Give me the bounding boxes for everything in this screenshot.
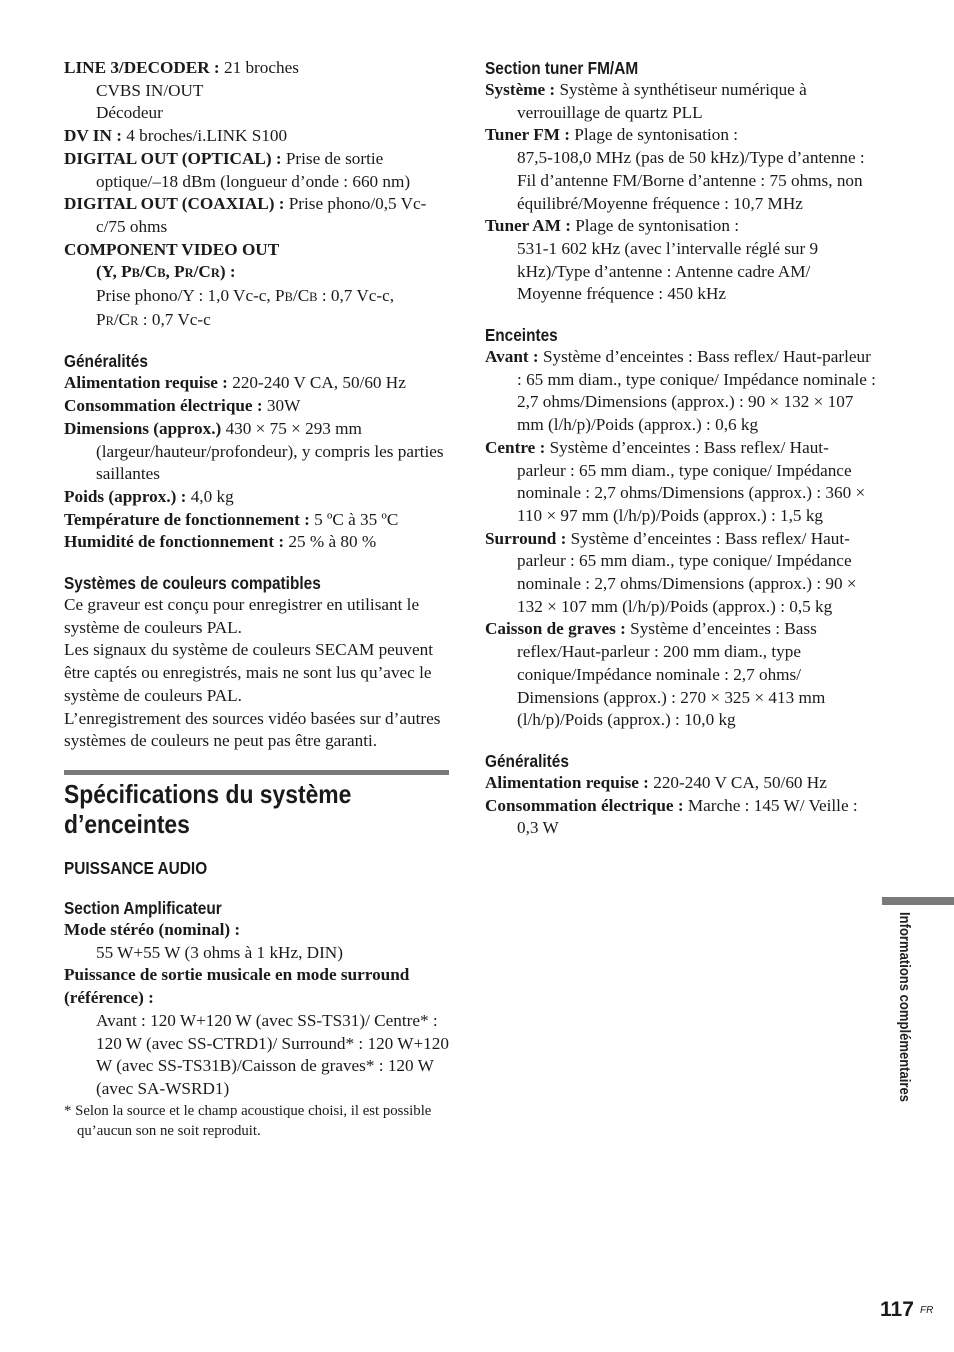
spec-value: 4,0 kg [190,486,234,506]
spec-label: LINE 3/DECODER : [64,58,224,77]
spec-label: Mode stéréo (nominal) : [64,919,241,939]
spec-caisson [485,618,877,732]
text-fragment: (Y, P [96,262,132,282]
spec-tuner-fm [485,124,877,147]
spec-surround [485,528,877,619]
spec-value: Système d’enceintes : Bass reflex/ Haut-parleur : 65 mm diam., type conique/ Impédance nominale : 2,7 ohms/Dimensions (approx.) : 360 × 110 × 97 mm (l/h/p)/Poids (approx.) : 1,5 kg [517,437,866,525]
section-heading-enceintes: Enceintes [485,325,558,346]
spec-component-label [64,239,452,262]
text-fragment: R [210,266,220,281]
spec-value: 25 % à 80 % [288,532,377,552]
spec-tuner-am-details: 531-1 602 kHz (avec l’intervalle réglé sur 9 kHz)/Type d’antenne : Antenne cadre AM/ Moyenne fréquence : 450 kHz [517,238,819,304]
spec-label: DIGITAL OUT (OPTICAL) : [64,148,286,168]
spec-label: Alimentation requise : [64,373,233,393]
spec-stereo-value: 55 W+55 W (3 ohms à 1 kHz, DIN) [96,942,343,962]
text-fragment: /C [292,286,310,306]
spec-temperature [64,509,452,532]
text-fragment: : 0,7 Vc-c [138,309,211,329]
footnote: * Selon la source et le champ acoustique choisi, il est possible qu’aucun son ne soit reproduit. [64,1102,432,1140]
spec-surround-label [64,964,452,1009]
text-fragment: : 0,7 Vc-c, [317,286,395,306]
spec-tuner-am [485,215,877,238]
spec-poids [64,486,452,509]
spec-label: Température de fonctionnement : [64,509,315,529]
spec-value: 430 × 75 × 293 mm (largeur/hauteur/profondeur), y compris les parties saillantes [96,418,444,484]
text-fragment: /C [193,262,211,282]
spec-label: Poids (approx.) : [64,486,191,506]
paragraph: Ce graveur est conçu pour enregistrer en utilisant le système de couleurs PAL. [64,595,420,637]
spec-value: Système d’enceintes : Bass reflex/Haut-parleur : 200 mm diam., type conique/Impédance nominale : 2,7 ohms/ Dimensions (approx.) : 270 × 325 × 413 mm (l/h/p)/Poids (approx.) : 10,0 kg [517,619,826,730]
spec-dimensions [64,418,452,486]
spec-label: Tuner FM : [485,125,575,145]
text-fragment: , P [165,262,185,282]
section-heading-couleurs: Systèmes de couleurs compatibles [64,573,321,594]
spec-value: 220-240 V CA, 50/60 Hz [653,772,827,792]
spec-value: Marche : 145 W/ Veille : 0,3 W [517,795,858,838]
spec-label: Puissance de sortie musicale en mode surround (référence) : [64,965,410,1008]
spec-value: Système à synthétiseur numérique à verrouillage de quartz PLL [517,80,807,122]
side-tab-bar [882,897,954,905]
text-fragment: Prise phono/Y : 1,0 Vc-c, P [96,286,285,306]
spec-alimentation [485,772,877,795]
spec-avant [485,346,877,437]
right-column [485,57,877,840]
spec-value: 30W [266,396,301,416]
spec-label: COMPONENT VIDEO OUT [64,239,280,259]
spec-label: Caisson de graves : [485,619,631,639]
spec-value: 4 broches/i.LINK S100 [126,126,288,146]
side-tab-label: Informations complémentaires [896,912,912,1102]
spec-subline: Décodeur [96,103,163,123]
spec-label: DIGITAL OUT (COAXIAL) : [64,194,289,214]
spec-label [96,262,236,281]
spec-digital-optical [64,148,452,193]
text-fragment: R [130,313,139,328]
spec-stereo-label [64,919,452,942]
text-fragment: R [105,313,114,328]
spec-value: Plage de syntonisation : [574,125,739,145]
spec-value: Plage de syntonisation : [575,216,739,236]
section-divider [64,770,449,775]
spec-value: Système d’enceintes : Bass reflex/ Haut-parleur : 65 mm diam., type conique/ Impédance nominale : 2,7 ohms/Dimensions (approx.) : 90 × 132 × 107 mm (l/h/p)/Poids (approx.) : 0,5 kg [517,528,857,616]
text-fragment: B [309,290,318,305]
section-heading-generalites: Généralités [64,351,148,372]
spec-value: 220-240 V CA, 50/60 Hz [232,373,406,393]
text-fragment: B [131,266,140,281]
text-fragment: /C [140,262,158,282]
spec-systeme [485,79,877,124]
spec-label: Tuner AM : [485,216,576,236]
section-title: Spécifications du système d’enceintes [64,778,352,839]
spec-consommation [485,795,877,840]
spec-label: Consommation électrique : [485,795,688,815]
spec-subline: CVBS IN/OUT [96,80,204,100]
section-heading-generalites: Généralités [485,750,569,771]
spec-label: Dimensions (approx.) [64,418,226,438]
text-fragment: /C [113,309,131,329]
spec-label: Surround : [485,528,571,548]
page-language-suffix: FR [920,1305,934,1316]
spec-component-value: PR/CR : 0,7 Vc-c [96,309,211,329]
spec-value: Système d’enceintes : Bass reflex/ Haut-parleur : 65 mm diam., type conique/ Impédance nominale : 2,7 ohms/Dimensions (approx.) : 90 × 132 × 107 mm (l/h/p)/Poids (approx.) : 0,6 kg [517,347,876,435]
spec-tuner-fm-details: 87,5-108,0 MHz (pas de 50 kHz)/Type d’antenne : Fil d’antenne FM/Borne d’antenne : 75 ohms, non équilibré/Moyenne fréquence : 10,7 MHz [517,148,865,213]
spec-digital-coaxial [64,193,452,238]
spec-value: 21 broches [223,58,299,77]
spec-line3-decoder [64,57,452,80]
spec-label: Alimentation requise : [485,772,654,792]
spec-consommation [64,395,452,418]
spec-component-value [64,285,452,309]
spec-surround-value: Avant : 120 W+120 W (avec SS-TS31)/ Centre* : 120 W (avec SS-CTRD1)/ Surround* : 120 W+120 W (avec SS-TS31B)/Caisson de graves* : 120 W (avec SA-WSRD1) [96,1010,449,1098]
spec-value: 5 ºC à 35 ºC [314,509,399,529]
spec-label: Centre : [485,437,550,457]
text-fragment: B [157,266,166,281]
left-column [64,57,452,1142]
text-fragment: B [284,290,293,305]
text-fragment: ) : [219,262,236,282]
spec-label: DV IN : [64,126,127,146]
spec-label: Avant : [485,347,543,367]
spec-component-signals [64,261,452,285]
spec-humidite [64,531,452,554]
section-heading-tuner: Section tuner FM/AM [485,58,639,78]
spec-label: Système : [485,80,560,99]
text-fragment: R [184,266,194,281]
spec-value: Prise phono/0,5 Vc-c/75 ohms [96,194,427,236]
spec-centre [485,437,877,528]
heading-section-amplificateur: Section Amplificateur [64,897,222,918]
page-number: 117 [880,1298,914,1321]
spec-alimentation [64,372,452,395]
heading-puissance-audio: PUISSANCE AUDIO [64,857,208,878]
paragraph: Les signaux du système de couleurs SECAM peuvent être captés ou enregistrés, mais ne sont lus qu’avec le système de couleurs PAL. [64,640,433,705]
spec-label: Consommation électrique : [64,396,267,416]
paragraph: L’enregistrement des sources vidéo basées sur d’autres systèmes de couleurs ne peut pas être garanti. [64,708,441,751]
spec-dv-in [64,125,452,148]
spec-value: Prise de sortie optique/–18 dBm (longueur d’onde : 660 nm) [96,148,411,191]
spec-label: Humidité de fonctionnement : [64,532,289,552]
